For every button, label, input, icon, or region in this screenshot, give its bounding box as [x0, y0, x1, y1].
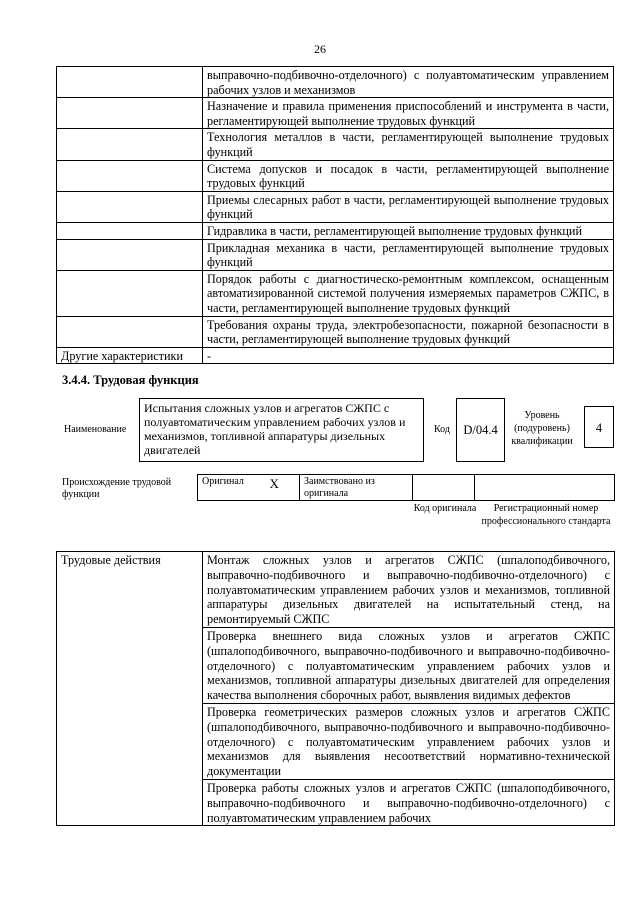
row-label	[57, 191, 203, 222]
row-label	[57, 239, 203, 270]
table-row	[57, 222, 614, 239]
section-heading: 3.4.4. Трудовая функция	[62, 373, 199, 387]
row-label	[57, 160, 203, 191]
name-label: Наименование	[64, 424, 127, 435]
table-row	[57, 316, 614, 347]
table-row	[57, 347, 614, 364]
table-row	[57, 160, 614, 191]
labor-action-item: Проверка работы сложных узлов и агрегатов СЖПС (шпалоподбивочного, выправочно-подбивочного и выправочно-подбивочно-отделочного) с полуавтоматическим управлением рабочих	[203, 779, 615, 825]
row-text: выправочно-подбивочно-отделочного) с полуавтоматическим управлением рабочих узлов и механизмов	[203, 67, 614, 98]
table-row	[57, 552, 615, 628]
row-label	[57, 98, 203, 129]
origin-table	[197, 474, 615, 501]
function-name-box: Испытания сложных узлов и агрегатов СЖПС с полуавтоматическим управлением рабочих узлов и механизмов, топливной аппаратуры дизельных двигателей	[139, 398, 424, 462]
row-label	[57, 316, 203, 347]
row-label	[57, 67, 203, 98]
table-row	[57, 239, 614, 270]
page-number: 26	[314, 42, 326, 56]
table-row	[57, 129, 614, 160]
row-text: Порядок работы с диагностическо-ремонтным комплексом, оснащенным автоматизированной системой получения измеряемых параметров СЖПС, в части, регламентирующей выполнение трудовых функций	[203, 270, 614, 316]
row-text: Приемы слесарных работ в части, регламентирующей выполнение трудовых функций	[203, 191, 614, 222]
other-characteristics-label: Другие характеристики	[57, 347, 203, 364]
row-text: Гидравлика в части, регламентирующей выполнение трудовых функций	[203, 222, 614, 239]
labor-actions-table	[56, 551, 615, 826]
row-text: Требования охраны труда, электробезопасности, пожарной безопасности в части, регламентирующей выполнение трудовых функций	[203, 316, 614, 347]
origin-label: Происхождение трудовой функции	[62, 477, 172, 500]
code-original-cell	[413, 475, 475, 501]
table-row	[57, 98, 614, 129]
labor-action-item: Проверка геометрических размеров сложных узлов и агрегатов СЖПС (шпалоподбивочного, выправочно-подбивочного и выправочно-подбивочно-отделочного) с полуавтоматическим управлением рабочих узлов и механизмов для выявления несоответствий нормативно-технической документации	[203, 703, 615, 779]
labor-action-item: Проверка внешнего вида сложных узлов и агрегатов СЖПС (шпалоподбивочного, выправочно-подбивочного и выправочно-подбивочно-отделочного) с полуавтоматическим управлением рабочих узлов и механизмов, топливной аппаратуры дизельных двигателей для определения качества выполнения сборочных работ, выявления видимых дефектов	[203, 627, 615, 703]
row-label	[57, 222, 203, 239]
knowledge-table	[56, 66, 614, 364]
code-original-label: Код оригинала	[413, 503, 477, 514]
code-label: Код	[434, 424, 450, 435]
original-mark: X	[266, 475, 300, 501]
table-row	[57, 191, 614, 222]
row-text: Система допусков и посадок в части, регламентирующей выполнение трудовых функций	[203, 160, 614, 191]
row-text: Назначение и правила применения приспособлений и инструмента в части, регламентирующей выполнение трудовых функций	[203, 98, 614, 129]
table-row	[57, 270, 614, 316]
reg-number-cell	[475, 475, 615, 501]
other-characteristics-value: -	[203, 347, 614, 364]
row-text: Технология металлов в части, регламентирующей выполнение трудовых функций	[203, 129, 614, 160]
row-label	[57, 129, 203, 160]
reg-number-label: Регистрационный номер профессионального стандарта	[481, 503, 611, 527]
row-label	[57, 270, 203, 316]
labor-actions-label: Трудовые действия	[57, 552, 203, 826]
row-text: Прикладная механика в части, регламентирующей выполнение трудовых функций	[203, 239, 614, 270]
table-row	[57, 67, 614, 98]
level-label: Уровень (подуровень) квалификации	[511, 410, 573, 447]
labor-action-item: Монтаж сложных узлов и агрегатов СЖПС (шпалоподбивочного, выправочно-подбивочного и выправочно-подбивочно-отделочного) с полуавтоматическим управлением рабочих узлов и механизмов, топливной аппаратуры дизельных двигателей на испытательный стенд, на ремонтируемый СЖПС	[203, 552, 615, 628]
function-code-box: D/04.4	[456, 398, 505, 462]
borrowed-label: Заимствовано из оригинала	[300, 475, 413, 501]
qualification-level-box: 4	[584, 406, 614, 448]
original-label: Оригинал	[198, 475, 266, 501]
